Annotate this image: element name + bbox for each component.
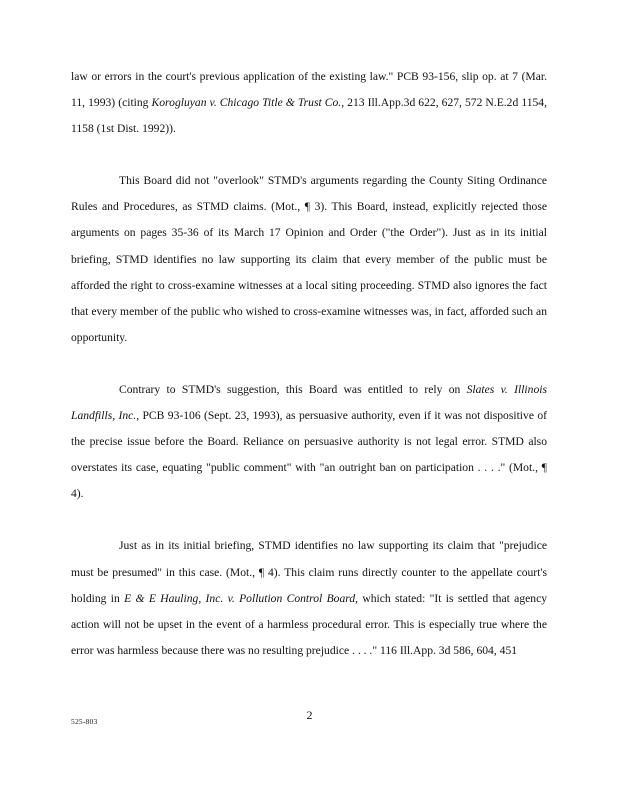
case-citation-e-and-e-hauling: E & E Hauling, Inc. v. Pollution Control Board bbox=[124, 591, 356, 605]
paragraph-3-text-2: , PCB 93-106 (Sept. 23, 1993), as persuasive authority, even if it was not dispositive of the precise issue before the Board. Reliance on persuasive authority is not legal error. STMD also overstates its case, equating "public comment" with "an outright ban on participation . . . ." (Mot., ¶ 4). bbox=[71, 409, 548, 501]
paragraph-3 bbox=[71, 377, 547, 507]
case-citation-slates: Slates v. Illinois Landfills, Inc. bbox=[71, 382, 547, 423]
body-text bbox=[71, 64, 547, 664]
page-number: 2 bbox=[306, 708, 313, 722]
paragraph-3-text-1: Contrary to STMD's suggestion, this Board was entitled to rely on bbox=[119, 382, 467, 396]
document-id: 525-803 bbox=[71, 717, 98, 726]
paragraph-1-text-1: law or errors in the court's previous application of the existing law." PCB 93-156, slip op. at 7 (Mar. 11, 1993) (citing bbox=[71, 70, 547, 110]
paragraph-4-text-2: , which stated: "It is settled that agency action will not be upset in the event of a harmless procedural error. This is especially true where the error was harmless because there was no resulting prejudice . . . ." 116 Ill.App. 3d 586, 604, 451 bbox=[71, 591, 548, 657]
paragraph-2-text: This Board did not "overlook" STMD's arguments regarding the County Siting Ordinance Rules and Procedures, as STMD claims. (Mot., ¶ 3). This Board, instead, explicitly rejected those arguments on pages 35-36 of its March 17 Opinion and Order ("the Order"). Just as in its initial briefing, STMD identifies no law supporting its claim that every member of the public must be afforded the right to cross-examine witnesses at a local siting proceeding. STMD also ignores the fact that every member of the public who wished to cross-examine witnesses was, in fact, afforded such an opportunity. bbox=[71, 174, 547, 344]
paragraph-4 bbox=[71, 533, 547, 663]
case-citation-korogluyan: Korogluyan v. Chicago Title & Trust Co. bbox=[151, 96, 342, 110]
paragraph-4-text-1: Just as in its initial briefing, STMD identifies no law supporting its claim that "prejudice must be presumed" in this case. (Mot., ¶ 4). This claim runs directly counter to the appellate court's holding in bbox=[71, 539, 547, 605]
paragraph-1 bbox=[71, 64, 547, 142]
paragraph-1-text-2: , 213 Ill.App.3d 622, 627, 572 N.E.2d 1154, 1158 (1st Dist. 1992)). bbox=[71, 96, 547, 136]
paragraph-2 bbox=[71, 168, 547, 351]
